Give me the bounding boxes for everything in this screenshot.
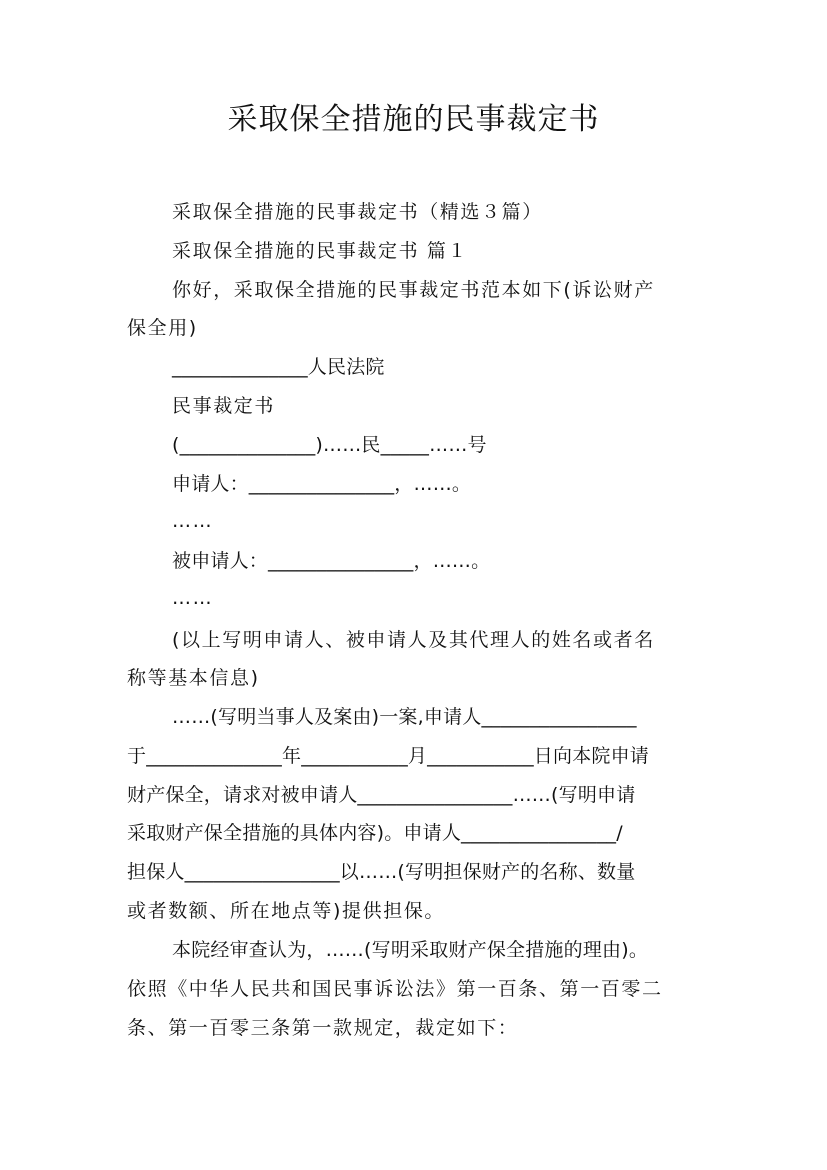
respondent-line: 被申请人：_______________，……。	[172, 550, 491, 572]
paragraph-line: 你好，采取保全措施的民事裁定书范本如下(诉讼财产	[172, 279, 655, 301]
paragraph-line: ……(写明当事人及案由)一案,申请人________________	[172, 706, 637, 728]
ruling-heading: 民事裁定书	[172, 395, 276, 417]
paragraph-line: 称等基本信息)	[127, 667, 260, 689]
document-title: 采取保全措施的民事裁定书	[227, 102, 600, 137]
case-number-line: (______________)……民_____……号	[172, 434, 487, 456]
paragraph-line: 于______________年___________月___________日向本院申请	[127, 745, 650, 767]
paragraph-line: 或者数额、所在地点等)提供担保。	[127, 900, 446, 922]
section-heading: 采取保全措施的民事裁定书 篇１	[172, 240, 469, 262]
court-name-line: ______________人民法院	[172, 356, 385, 378]
paragraph-line: 保全用)	[127, 317, 198, 339]
subtitle-line: 采取保全措施的民事裁定书（精选３篇）	[172, 201, 543, 223]
paragraph-line: 采取财产保全措施的具体内容)。申请人________________/	[127, 822, 623, 844]
paragraph-line: 担保人________________以……(写明担保财产的名称、数量	[127, 861, 636, 883]
paragraph-line: 依照《中华人民共和国民事诉讼法》第一百条、第一百零二	[127, 978, 663, 1000]
applicant-line: 申请人：_______________，……。	[172, 473, 472, 495]
paragraph-line: 条、第一百零三条第一款规定，裁定如下：	[127, 1017, 519, 1039]
ellipsis-line: ……	[172, 510, 214, 532]
paragraph-line: (以上写明申请人、被申请人及其代理人的姓名或者名	[172, 629, 655, 651]
ellipsis-line: ……	[172, 587, 214, 609]
paragraph-line: 财产保全，请求对被申请人________________……(写明申请	[127, 784, 636, 806]
paragraph-line: 本院经审查认为，……(写明采取财产保全措施的理由)。	[172, 939, 649, 961]
